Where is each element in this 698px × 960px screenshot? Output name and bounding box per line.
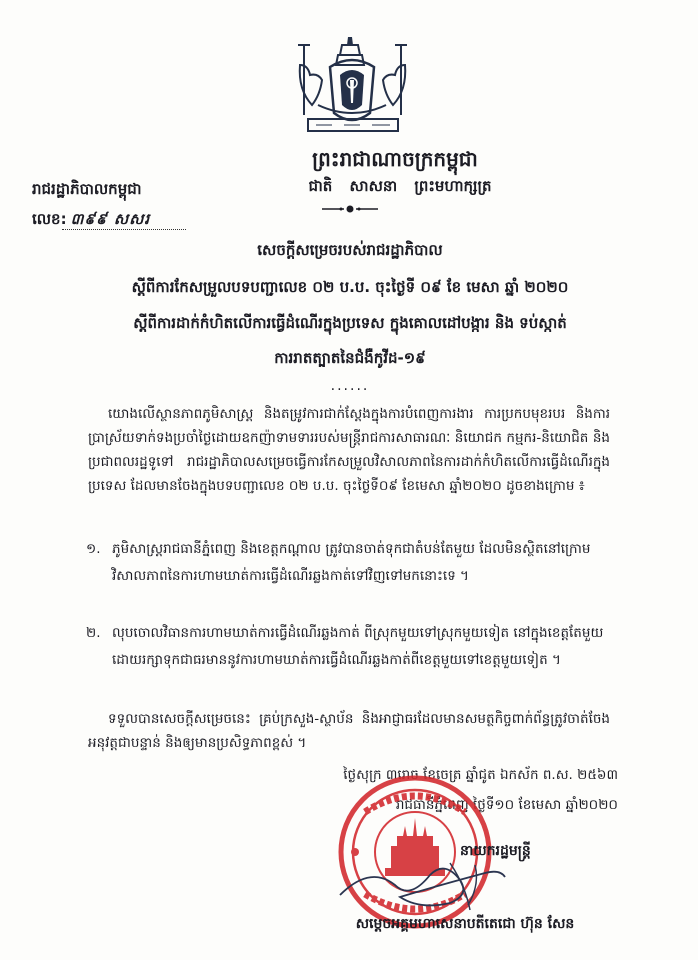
number-value: ៣៩៩ សសរ — [70, 210, 151, 228]
list-marker: ២. — [86, 625, 101, 641]
number-label: លេខ: — [32, 210, 67, 228]
list-item-text: លុបចោលវិធានការហាមឃាត់ការធ្វើដំណើរឆ្លងកាត់ ពីស្រុកមួយទៅស្រុកមួយទៀត នៅក្នុងខេត្តតែមួយ ដោយរក្សាទុកជាធរមាននូវការហាមឃាត់ការធ្វើដំណើរឆ្លងកាត់ពីខេត្តមួយទៅខេត្តមួយទៀត ។ — [112, 625, 604, 668]
list-item-text: ភូមិសាស្ត្ររាជធានីភ្នំពេញ និងខេត្តកណ្តាល ត្រូវបានចាត់ទុកជាតំបន់តែមួយ ដែលមិនស្ថិតនៅក្រោមវិសាលភាពនៃការហាមឃាត់ការធ្វើដំណើរឆ្លងកាត់ទៅវិញទៅមកនោះទេ ។ — [112, 541, 591, 584]
signatory-name: សម្តេចអគ្គមហាសេនាបតីតេជោ ហ៊ុន សែន — [355, 916, 575, 932]
closing-paragraph: ទទួលបានសេចក្តីសម្រេចនេះ គ្រប់ក្រសួង-ស្ថាប័ន និងអាជ្ញាធរដែលមានសមត្ថកិច្ចពាក់ព័ន្ធត្រូវចាត់ចែងអនុវត្តជាបន្ទាន់ និងឲ្យមានប្រសិទ្ធភាពខ្ពស់ ។ — [88, 711, 610, 751]
decision-subtitle-1: ស្តីពីការកែសម្រួលបទបញ្ជាលេខ ០២ ប.ប. ចុះថ្ងៃទី ០៩ ខែ មេសា ឆ្នាំ ២០២០ — [131, 278, 569, 296]
issuing-government: រាជរដ្ឋាភិបាលកម្ពុជា — [32, 180, 142, 198]
list-marker: ១. — [86, 541, 101, 557]
ornament-divider — [320, 201, 380, 217]
lunar-date: ថ្ងៃសុក្រ ៣រោច ខែចេត្រ ឆ្នាំជូត ឯកស័ក ព.ស. ២៥៦៣ — [343, 767, 618, 783]
number-dotted-line — [62, 229, 186, 230]
list-item — [86, 536, 612, 590]
decision-subtitle-2: ស្តីពីការដាក់កំហិតលើការធ្វើដំណើរក្នុងប្រទេស ក្នុងគោលដៅបង្ការ និង ទប់ស្កាត់ — [133, 314, 567, 332]
title-dots: ...... — [330, 378, 370, 394]
handwritten-signature — [300, 855, 520, 915]
decision-subtitle-3: ការរាតត្បាតនៃជំងឺកូវីដ-១៩ — [274, 349, 426, 367]
intro-paragraph: យោងលើស្ថានភាពភូមិសាស្ត្រ និងតម្រូវការជាក់ស្តែងក្នុងការបំពេញការងារ ការប្រកបមុខរបរ និងការប្រាស្រ័យទាក់ទងប្រចាំថ្ងៃដោយឧកញ៉ាទាមទាររបស់មន្ត្រីរាជការសាធារណៈ និយោជក កម្មករ-និយោជិត និងប្រជាពលរដ្ឋទូទៅ រាជរដ្ឋាភិបាលសម្រេចធ្វើការកែសម្រួលវិសាលភាពនៃការដាក់កំហិតលើការធ្វើដំណើរក្នុងប្រទេស ដែលមានចែងក្នុងបទបញ្ជាលេខ ០២ ប.ប. ចុះថ្ងៃទី០៩ ខែមេសា ឆ្នាំ២០២០ ដូចខាងក្រោម ៖ — [88, 406, 610, 494]
list-item — [86, 620, 612, 674]
decision-title: សេចក្តីសម្រេចរបស់រាជរដ្ឋាភិបាល — [257, 241, 443, 259]
signatory-title: នាយករដ្ឋមន្ត្រី — [460, 843, 531, 859]
royal-crest-emblem — [290, 35, 415, 135]
solar-date: រាជធានីភ្នំពេញ ថ្ងៃទី១០ ខែមេសា ឆ្នាំ២០២០ — [395, 797, 618, 813]
national-motto: ជាតិ សាសនា ព្រះមហាក្សត្រ — [308, 177, 492, 195]
kingdom-title: ព្រះរាជាណាចក្រកម្ពុជា — [312, 147, 478, 171]
